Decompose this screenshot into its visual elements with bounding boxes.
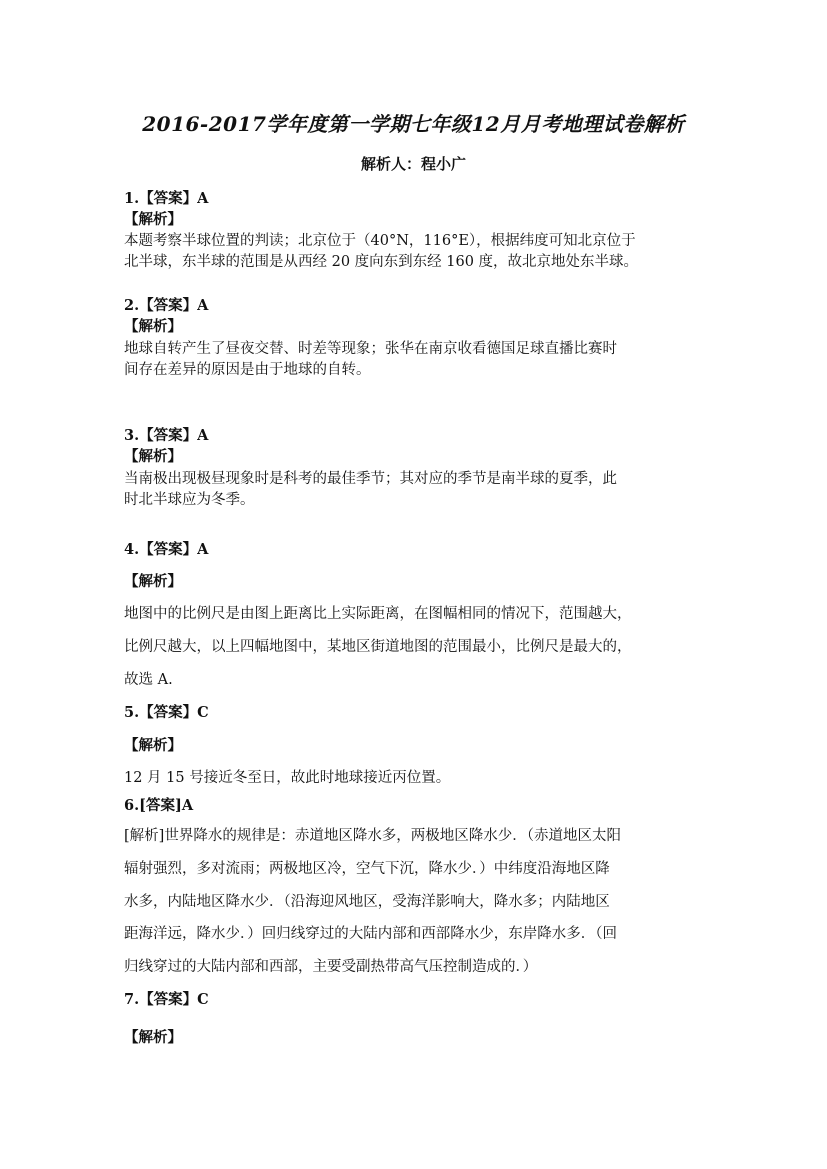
q6-text-line-1: [解析]世界降水的规律是：赤道地区降水多，两极地区降水少．（赤道地区太阳 <box>124 828 622 844</box>
document-author: 解析人：程小广 <box>360 155 466 173</box>
q4-text-line-3: 故选 A. <box>124 672 173 688</box>
q1-text-line-1: 本题考察半球位置的判读；北京位于（40°N，116°E），根据纬度可知北京位于 <box>124 233 636 249</box>
q3-analysis-label: 【解析】 <box>124 448 182 465</box>
q2-answer: 2.【答案】A <box>124 297 209 314</box>
q2-text-line-2: 间存在差异的原因是由于地球的自转。 <box>124 362 371 378</box>
q4-text-line-1: 地图中的比例尺是由图上距离比上实际距离，在图幅相同的情况下，范围越大， <box>124 606 632 622</box>
q3-text-line-1: 当南极出现极昼现象时是科考的最佳季节；其对应的季节是南半球的夏季，此 <box>124 471 617 487</box>
q2-analysis-label: 【解析】 <box>124 318 182 335</box>
q6-text-line-5: 归线穿过的大陆内部和西部，主要受副热带高气压控制造成的．） <box>124 959 538 975</box>
document-title: 2016-2017学年度第一学期七年级12月月考地理试卷解析 <box>142 112 685 136</box>
q5-answer: 5.【答案】C <box>124 704 209 721</box>
q5-text-line-1: 12 月 15 号接近冬至日，故此时地球接近丙位置。 <box>124 770 451 786</box>
q7-analysis-label: 【解析】 <box>124 1029 182 1046</box>
q4-analysis-label: 【解析】 <box>124 573 182 590</box>
q3-text-line-2: 时北半球应为冬季。 <box>124 492 255 508</box>
q6-text-line-2: 辐射强烈，多对流雨；两极地区冷，空气下沉，降水少．）中纬度沿海地区降 <box>124 861 610 877</box>
q2-text-line-1: 地球自转产生了昼夜交替、时差等现象；张华在南京收看德国足球直播比赛时 <box>124 341 617 357</box>
q6-text-line-4: 距海洋远，降水少．）回归线穿过的大陆内部和西部降水少，东岸降水多．（回 <box>124 926 617 942</box>
q3-answer: 3.【答案】A <box>124 427 209 444</box>
q6-text-line-3: 水多，内陆地区降水少．（沿海迎风地区，受海洋影响大，降水多；内陆地区 <box>124 894 610 910</box>
q7-answer: 7.【答案】C <box>124 991 209 1008</box>
q6-answer: 6.[答案]A <box>124 797 194 814</box>
q1-answer: 1.【答案】A <box>124 190 209 207</box>
q4-answer: 4.【答案】A <box>124 541 209 558</box>
q1-text-line-2: 北半球，东半球的范围是从西经 20 度向东到东经 160 度，故北京地处东半球。 <box>124 254 639 270</box>
q5-analysis-label: 【解析】 <box>124 737 182 754</box>
q4-text-line-2: 比例尺越大，以上四幅地图中，某地区街道地图的范围最小，比例尺是最大的， <box>124 639 632 655</box>
q1-analysis-label: 【解析】 <box>124 211 182 228</box>
